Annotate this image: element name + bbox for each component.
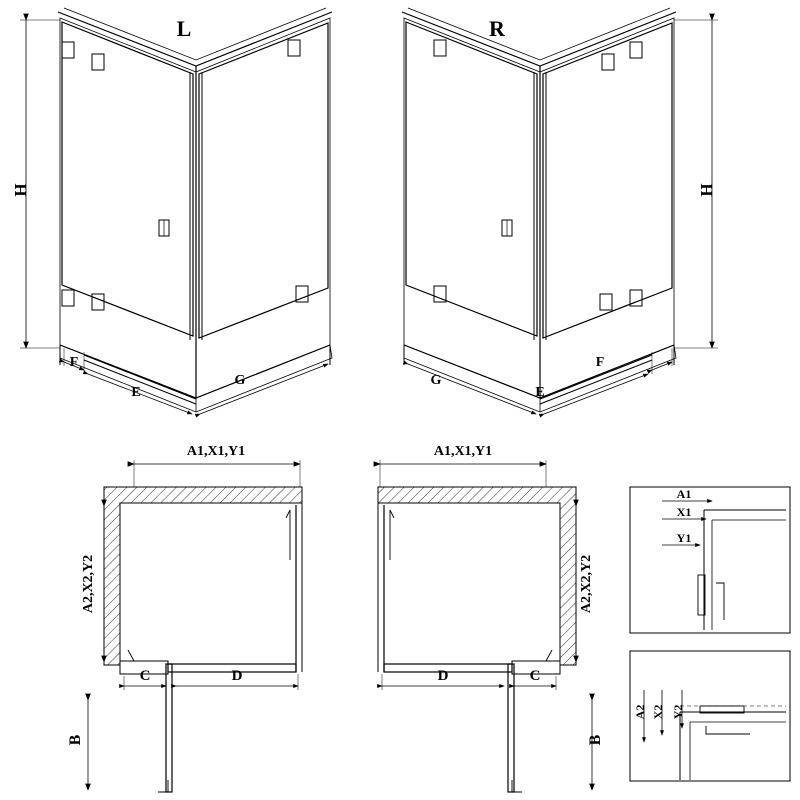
dim-label-G-left: G — [234, 373, 246, 388]
dim-label-H-right: H — [697, 183, 716, 197]
dim-label-A2X2Y2-right: A2,X2,Y2 — [579, 554, 594, 614]
view-label-right: R — [489, 16, 505, 41]
dim-label-D-left: D — [231, 668, 243, 684]
dim-label-B-left: B — [67, 734, 84, 746]
dim-label-C-right: C — [529, 668, 541, 684]
iso-view-left — [20, 8, 332, 414]
dim-label-H-left: H — [11, 183, 30, 197]
detail-label-X2: X2 — [651, 704, 665, 720]
detail-label-Y2: Y2 — [671, 704, 685, 720]
dim-label-G-right: G — [430, 373, 442, 388]
view-label-left: L — [176, 16, 192, 41]
detail-top — [630, 487, 790, 633]
detail-label-X1: X1 — [676, 505, 692, 519]
dim-label-D-right: D — [437, 668, 449, 684]
detail-label-Y1: Y1 — [676, 531, 692, 545]
dim-label-B-right: B — [587, 734, 604, 746]
dim-label-A1X1Y1-left: A1,X1,Y1 — [186, 444, 246, 459]
plan-view-right — [378, 460, 592, 792]
dim-label-A1X1Y1-right: A1,X1,Y1 — [433, 444, 493, 459]
dim-label-E-right: E — [535, 385, 545, 400]
plan-view-left — [88, 460, 302, 792]
dim-label-C-left: C — [139, 668, 151, 684]
dim-label-F-right: F — [595, 355, 605, 370]
dim-label-F-left: F — [69, 355, 79, 370]
iso-view-right — [402, 8, 718, 414]
dim-label-A2X2Y2-left: A2,X2,Y2 — [81, 554, 96, 614]
detail-label-A2: A2 — [633, 704, 647, 720]
detail-label-A1: A1 — [676, 487, 692, 501]
dim-label-E-left: E — [131, 385, 141, 400]
